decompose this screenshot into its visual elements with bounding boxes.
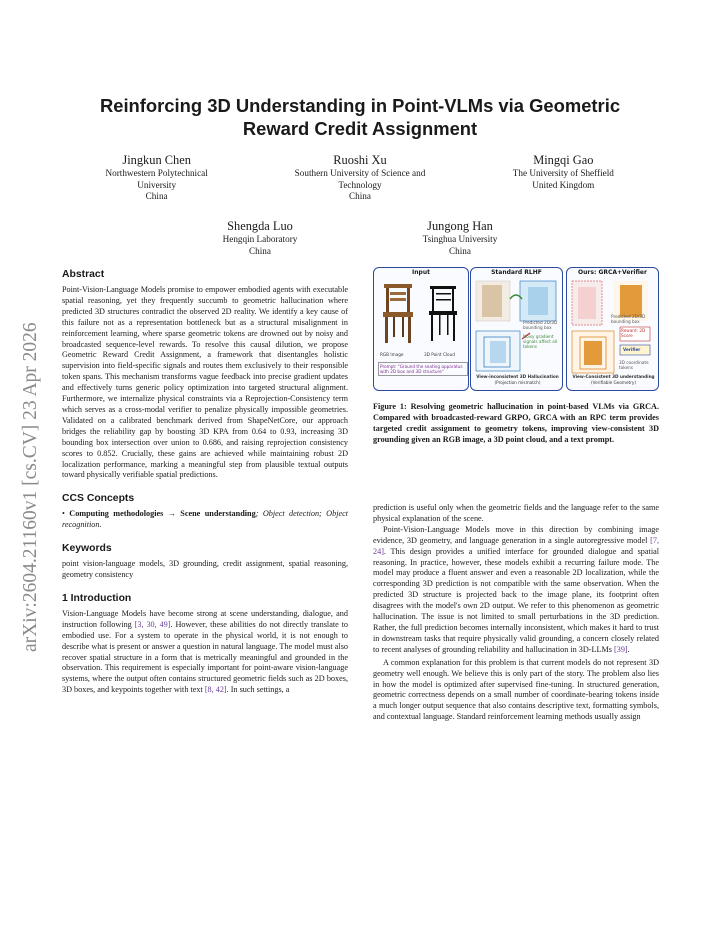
citation-link[interactable]: [39] [614, 644, 628, 654]
arxiv-stamp [14, 262, 44, 652]
prompt-box: Prompt: "Ground the seating apparatus with 2D box and 3D structure" [378, 362, 468, 376]
panel-title: Ours: GRCA+Verifier [578, 269, 647, 276]
title-line-1: Reinforcing 3D Understanding in Point-VLMs via Geometric [99, 95, 621, 116]
text-run: . However, these abilities do not directly translate to embodied use. For a system to operate in the physical world, it is not enough to describe what is present or answer a question in natural language. The model must also recover spatial structure in a form that is metrically meaningful and grounded in the observation. This requirement is especially important for point-aware vision-language systems, where the output often contains structured geometric fields such as 2D boxes, 3D boxes, and keypoints together with text [62, 619, 349, 695]
author-affiliation: Southern University of Science and [294, 168, 426, 178]
rgb-image-label: RGB Image [380, 352, 404, 357]
grca-verifier-note: Verifier [623, 347, 641, 352]
right-column [373, 503, 659, 723]
text-run: . [627, 644, 630, 654]
ccs-bullet: • [62, 509, 65, 519]
intro-paragraph-1-continued: prediction is useful only when the geometric fields and the language refer to the same physical explanation of the scene. [373, 503, 659, 523]
figure-panel-input [373, 267, 469, 391]
rlhf-outcome-sublabel: (Projection mismatch) [494, 380, 541, 385]
ccs-concepts [62, 509, 348, 531]
intro-paragraph-2 [373, 525, 659, 656]
author-name: Mingqi Gao [533, 153, 594, 167]
intro-paragraph-3: A common explanation for this problem is that current models do not represent 3D geometry well enough. We believe this is only part of the story. The problem also lies in how the model is optimized after supervised fine-tuning. In structured generation, geometric correctness depends on a small number of coordinate-bearing tokens inside a much longer output sequence that also contains descriptive text, formatting symbols, and contextual language. Standard reinforcement learning methods usually assign [373, 657, 659, 722]
intro-paragraph-1 [62, 609, 348, 696]
author-block [260, 152, 460, 203]
author-affiliation: The University of Sheffield [512, 168, 614, 178]
authors-row-1 [60, 152, 660, 203]
grca-token-note: 3D coordinate tokens [619, 360, 649, 370]
authors-row-2 [160, 218, 560, 257]
figure-1 [373, 267, 659, 393]
author-affiliation: Hengqin Laboratory [222, 234, 298, 244]
chair-images [378, 280, 464, 350]
author-affiliation: China [349, 191, 371, 202]
figure-1-caption: Figure 1: Resolving geometric hallucination in point-based VLMs via GRCA. Compared with broadcasted-reward GRPO, GRCA with an RPC term provides targeted credit assignment to geometry tokens, improving view-consistent 3D grounding given an RGB image, a 3D point cloud, and a text prompt. [373, 402, 659, 444]
ccs-heading: CCS Concepts [62, 493, 135, 505]
author-name: Shengda Luo [227, 219, 293, 233]
citation-link[interactable]: [8, 42] [204, 685, 227, 695]
author-affiliation: United Kingdom [532, 179, 595, 190]
grca-outcome-sublabel: (Verifiable Geometry) [590, 380, 637, 385]
text-run: Point-Vision-Language Models move in this direction by combining image evidence, 3D geometry, and language generation in a single autoregressive model [373, 524, 659, 545]
citation-link[interactable]: [3, 30, 49] [134, 619, 171, 629]
rgb-chair-image [383, 284, 413, 343]
author-name: Ruoshi Xu [333, 153, 387, 167]
abstract-text: Point-Vision-Language Models promise to empower embodied agents with executable spatial reasoning, yet they frequently succumb to geometric hallucination where predicted 3D structures contradict the observed 2D reality. We identify a key cause of this failure not as a representation bottleneck but as a structural misalignment in reinforcement learning, where sparse geometric tokens are drowned out by noisy and broadcasted sequence-level rewards. To resolve this causal dilution, we propose Geometric Reward Credit Assignment, a framework that disentangles holistic supervision into field-specific signals and routes them exclusively to their responsible token spans. This mechanism transforms vague feedback into precise gradient updates and effectively turns generic policy optimization into targeted structural alignment. Furthermore, we internalize physical constraints via a Reprojection-Consistency term which serves as a cross-modal verifier to penalize physically impossible geometries. Validated on a calibrated benchmark derived from ShapeNetCore, our approach bridges the reliability gap by boosting 3D KPA from 0.64 to 0.93, increasing 3D bounding box intersection over union to 0.686, and raising reprojection consistency scores to 0.852. Crucially, these gains are achieved while maintaining robust 2D localization performance, marking a meaningful step from plausible textual outputs toward physically verifiable spatial predictions. [62, 285, 348, 480]
text-run: Vision-Language Models have become strong at scene understanding, dialogue, and instruction following [62, 608, 348, 629]
arxiv-identifier: arXiv:2604.21160v1 [cs.CV] 23 Apr 2026 [20, 322, 41, 652]
panel-title: Input [412, 269, 430, 276]
title-line-2: Reward Credit Assignment [242, 118, 478, 139]
author-affiliation: Northwestern Polytechnical [105, 168, 208, 178]
keywords-heading: Keywords [62, 543, 112, 555]
author-block [170, 218, 350, 257]
point-cloud-label: 3D Point Cloud [424, 352, 455, 357]
grca-reward-note: Reward: 2D Score [621, 328, 646, 338]
panel-title: Standard RLHF [491, 269, 542, 276]
ccs-main-concept: Computing methodologies → Scene understanding [69, 509, 256, 519]
grca-bbox-note: Predicted 2D/3D bounding box [611, 314, 646, 324]
point-cloud-chair [429, 286, 457, 341]
figure-panel-grca [566, 267, 659, 391]
author-affiliation: Tsinghua University [422, 234, 498, 244]
introduction-heading: 1 Introduction [62, 592, 132, 604]
author-affiliation: China [449, 245, 471, 256]
paper-title [60, 94, 660, 140]
ccs-sub-concepts: ; Object detection; Object recognition. [62, 509, 349, 530]
author-block [67, 152, 247, 203]
citation-link[interactable]: [7, 24] [373, 535, 659, 556]
rlhf-bbox-note: Predicted 2D/3D bounding box [523, 320, 558, 330]
abstract-heading: Abstract [62, 269, 105, 280]
author-affiliation: China [145, 191, 168, 202]
author-affiliation: China [249, 245, 271, 256]
text-run: . This design provides a unified interface for grounded dialogue and spatial reasoning. In practice, however, these models exhibit a recurring failure mode. The model may produce a fluent answer and even a reasonable 2D localization, while the corresponding 3D prediction is not compatible with the same observation. When the predicted 3D structure is projected back to the image plane, its footprint often disagrees with the model's own 2D output. We refer to this phenomenon as geometric hallucination. The issue is not limited to small perturbations in the 3D prediction. Rather, the full prediction becomes internally inconsistent, which makes it hard to trust in downstream tasks that require physically valid grounding, a concern closely related to recent analyses of grounding reliability and hallucination in 3D-LLMs [373, 546, 659, 654]
grca-outcome-label: View-Consistent 3D understanding [572, 374, 655, 379]
author-block [473, 152, 653, 203]
rlhf-gradient-note: Noisy gradient signals affect all tokens [523, 334, 558, 349]
author-name: Jingkun Chen [122, 153, 191, 167]
text-run: . In such settings, a [226, 685, 290, 695]
author-block [370, 218, 550, 257]
left-column [62, 268, 348, 696]
author-affiliation: University [137, 179, 177, 190]
author-name: Jungong Han [427, 219, 493, 233]
rlhf-outcome-label: View-inconsistent 3D Hallucination [476, 374, 559, 379]
figure-panel-standard-rlhf [470, 267, 563, 391]
author-affiliation: Technology [338, 179, 382, 190]
keywords-text: point vision-language models, 3D grounding, credit assignment, spatial reasoning, geometry consistency [62, 559, 348, 580]
